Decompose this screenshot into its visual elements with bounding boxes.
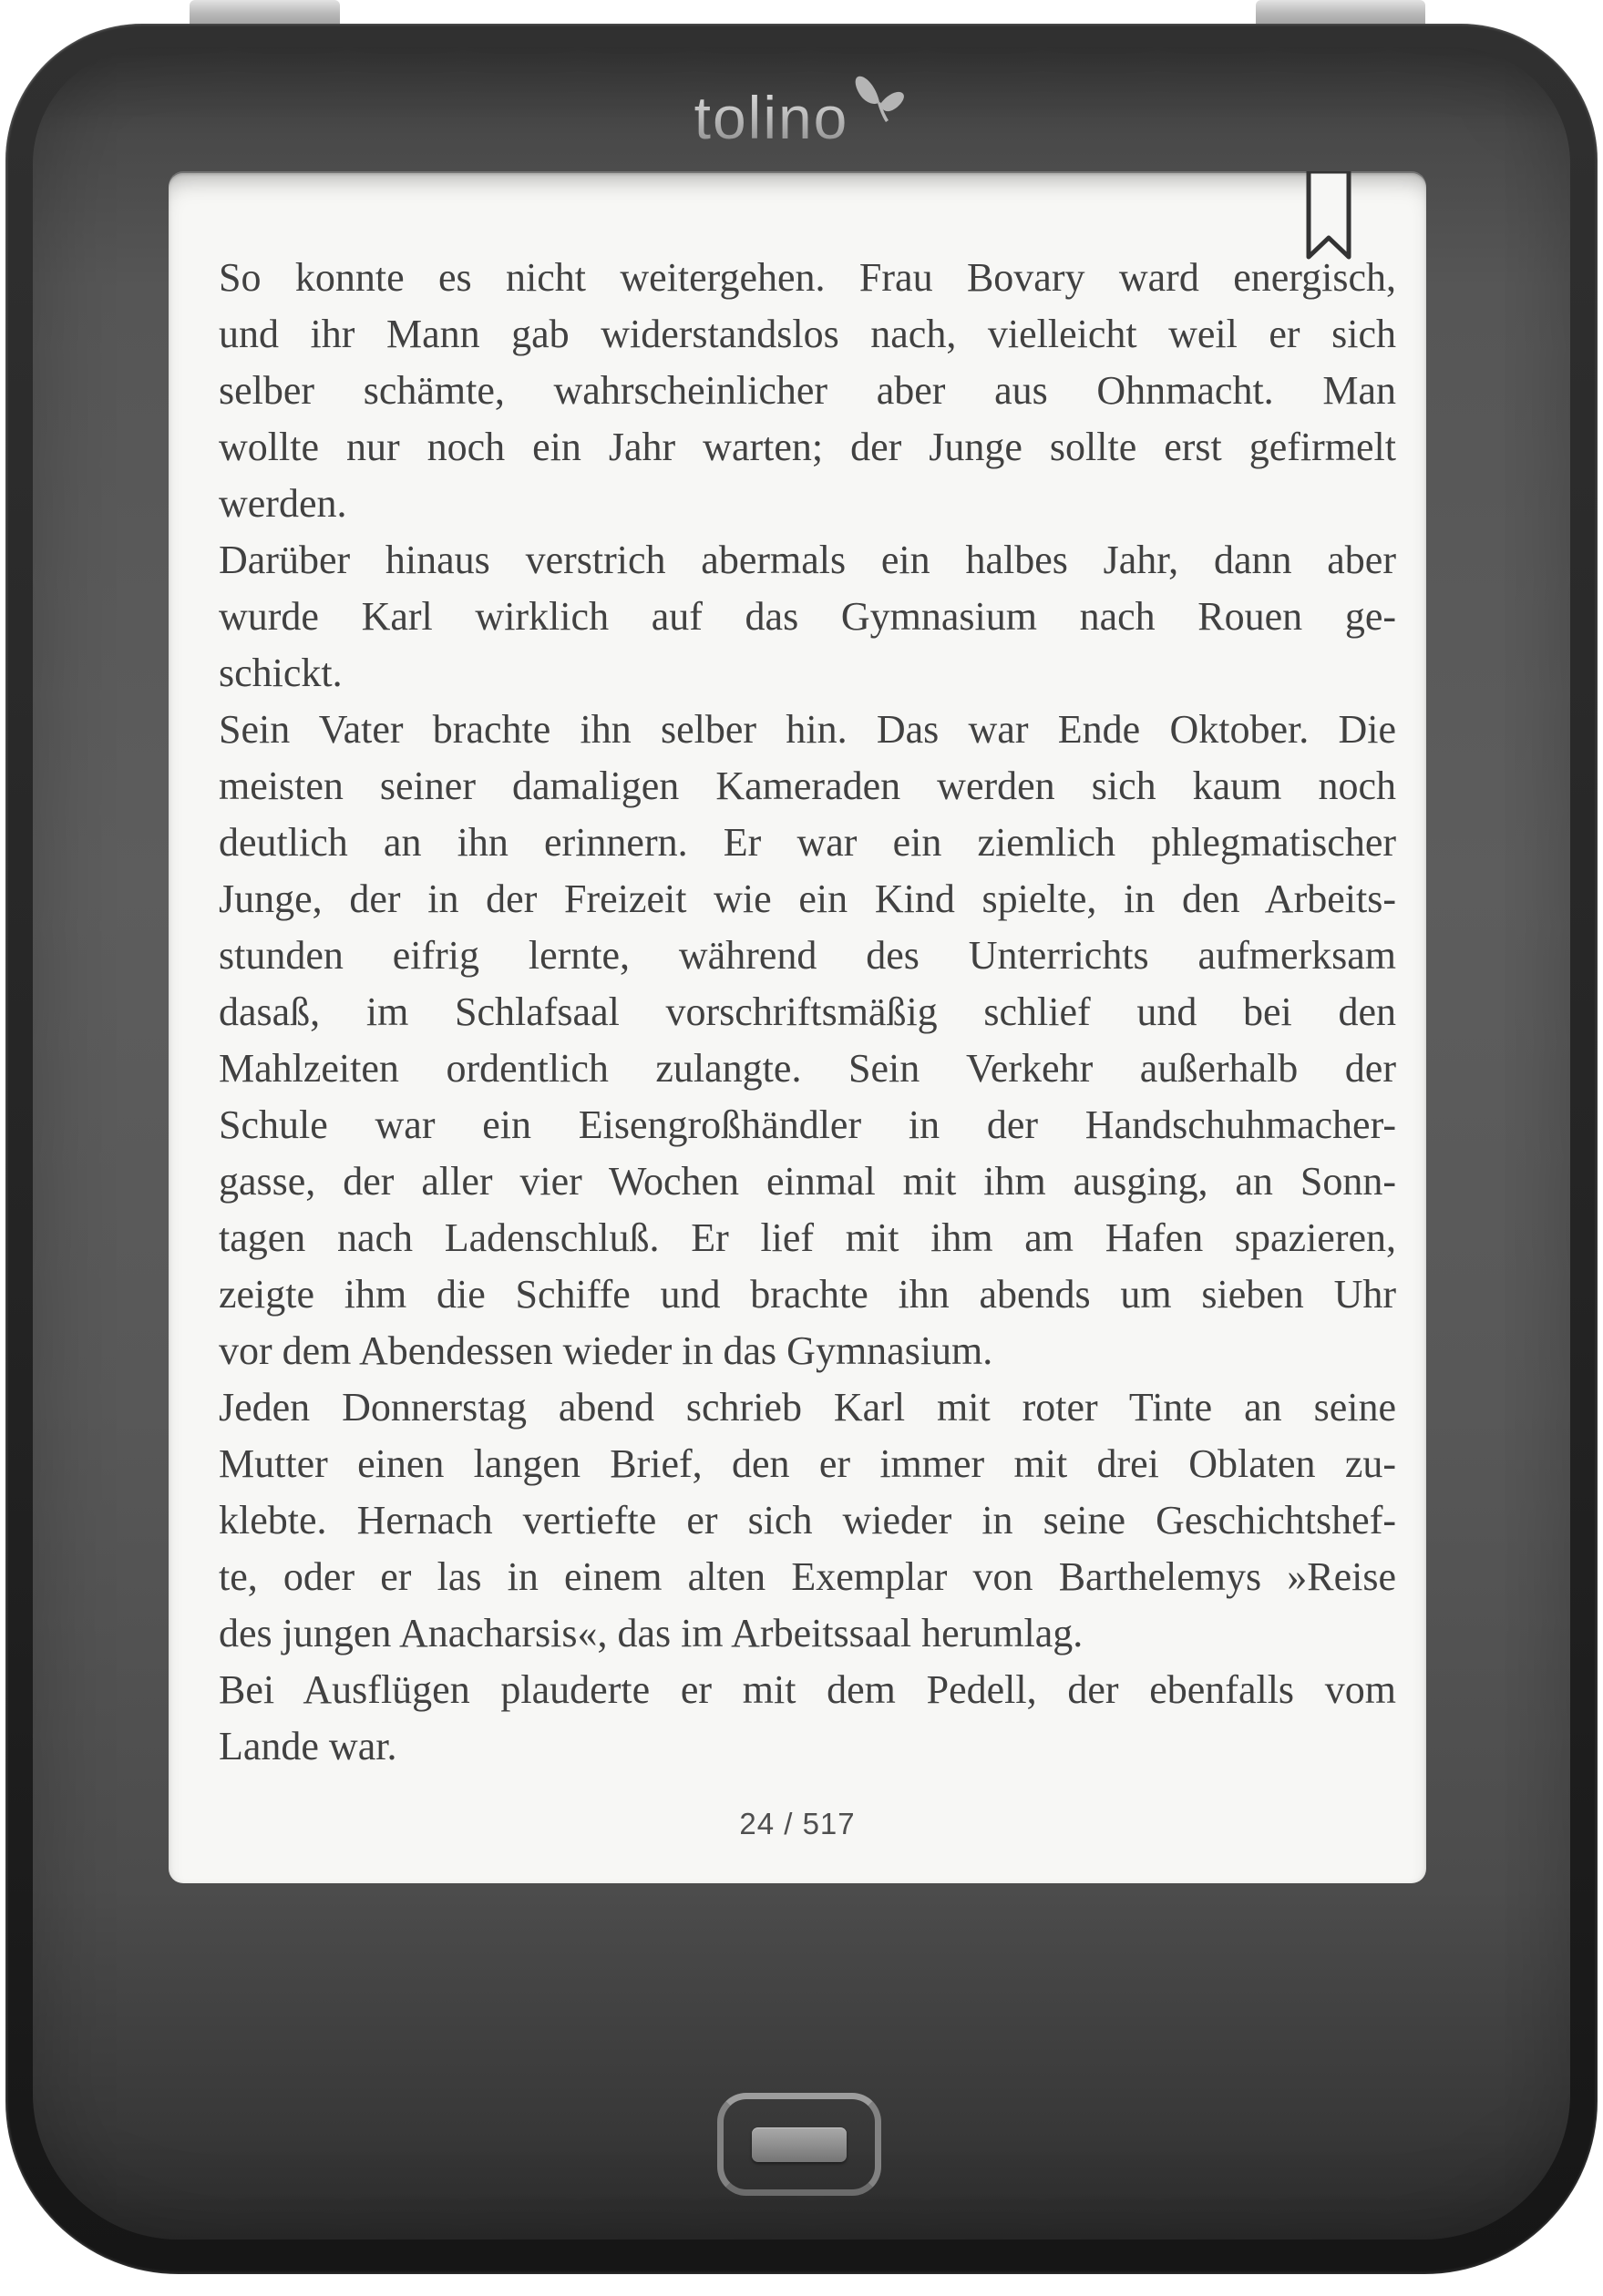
text-line: Mutter einen langen Brief, den er immer mit drei Oblaten zu- xyxy=(219,1441,1396,1486)
text-line: Jeden Donnerstag abend schrieb Karl mit roter Tinte an seine xyxy=(219,1385,1396,1430)
home-button-bar xyxy=(752,2127,847,2162)
book-text xyxy=(219,250,1396,1775)
text-line: selber schämte, wahrscheinlicher aber aus Ohnmacht. Man xyxy=(219,368,1396,413)
text-line: Schule war ein Eisengroßhändler in der Handschuhmacher- xyxy=(219,1102,1396,1147)
text-line: So konnte es nicht weitergehen. Frau Bovary ward energisch, xyxy=(219,255,1396,300)
text-line: dasaß, im Schlafsaal vorschriftsmäßig schlief und bei den xyxy=(219,989,1396,1034)
text-line: werden. xyxy=(219,481,347,526)
brand-logo xyxy=(5,84,1598,151)
brand-logo-text: tolino xyxy=(694,84,849,151)
text-line: klebte. Hernach vertiefte er sich wieder in seine Geschichtshef- xyxy=(219,1498,1396,1543)
text-line: vor dem Abendessen wieder in das Gymnasium. xyxy=(219,1328,993,1373)
text-line: meisten seiner damaligen Kameraden werden sich kaum noch xyxy=(219,764,1396,808)
text-line: wollte nur noch ein Jahr warten; der Junge sollte erst gefirmelt xyxy=(219,425,1396,469)
text-line: schickt. xyxy=(219,651,343,695)
reader-screen[interactable] xyxy=(169,173,1426,1883)
text-line: und ihr Mann gab widerstandslos nach, vielleicht weil er sich xyxy=(219,312,1396,356)
text-line: tagen nach Ladenschluß. Er lief mit ihm am Hafen spazieren, xyxy=(219,1215,1396,1260)
text-line: wurde Karl wirklich auf das Gymnasium nach Rouen ge- xyxy=(219,594,1396,639)
text-line: des jungen Anacharsis«, das im Arbeitssaal herumlag. xyxy=(219,1611,1084,1655)
bookmark-ribbon-icon[interactable] xyxy=(1306,171,1351,262)
text-line: gasse, der aller vier Wochen einmal mit ihm ausging, an Sonn- xyxy=(219,1159,1396,1204)
text-line: Darüber hinaus verstrich abermals ein halbes Jahr, dann aber xyxy=(219,538,1396,582)
butterfly-icon xyxy=(852,73,909,126)
page-indicator: 24 / 517 xyxy=(739,1807,856,1840)
text-line: Mahlzeiten ordentlich zulangte. Sein Verkehr außerhalb der xyxy=(219,1046,1396,1091)
text-line: Junge, der in der Freizeit wie ein Kind spielte, in den Arbeits- xyxy=(219,876,1396,921)
home-button[interactable] xyxy=(717,2093,881,2196)
text-line: stunden eifrig lernte, während des Unterrichts aufmerksam xyxy=(219,933,1396,978)
text-line: deutlich an ihn erinnern. Er war ein ziemlich phlegmatischer xyxy=(219,820,1396,865)
text-line: Lande war. xyxy=(219,1724,397,1768)
text-line: Bei Ausflügen plauderte er mit dem Pedell, der ebenfalls vom xyxy=(219,1667,1396,1712)
text-line: zeigte ihm die Schiffe und brachte ihn abends um sieben Uhr xyxy=(219,1272,1396,1317)
text-line: Sein Vater brachte ihn selber hin. Das war Ende Oktober. Die xyxy=(219,707,1396,752)
text-line: te, oder er las in einem alten Exemplar von Barthelemys »Reise xyxy=(219,1554,1396,1599)
